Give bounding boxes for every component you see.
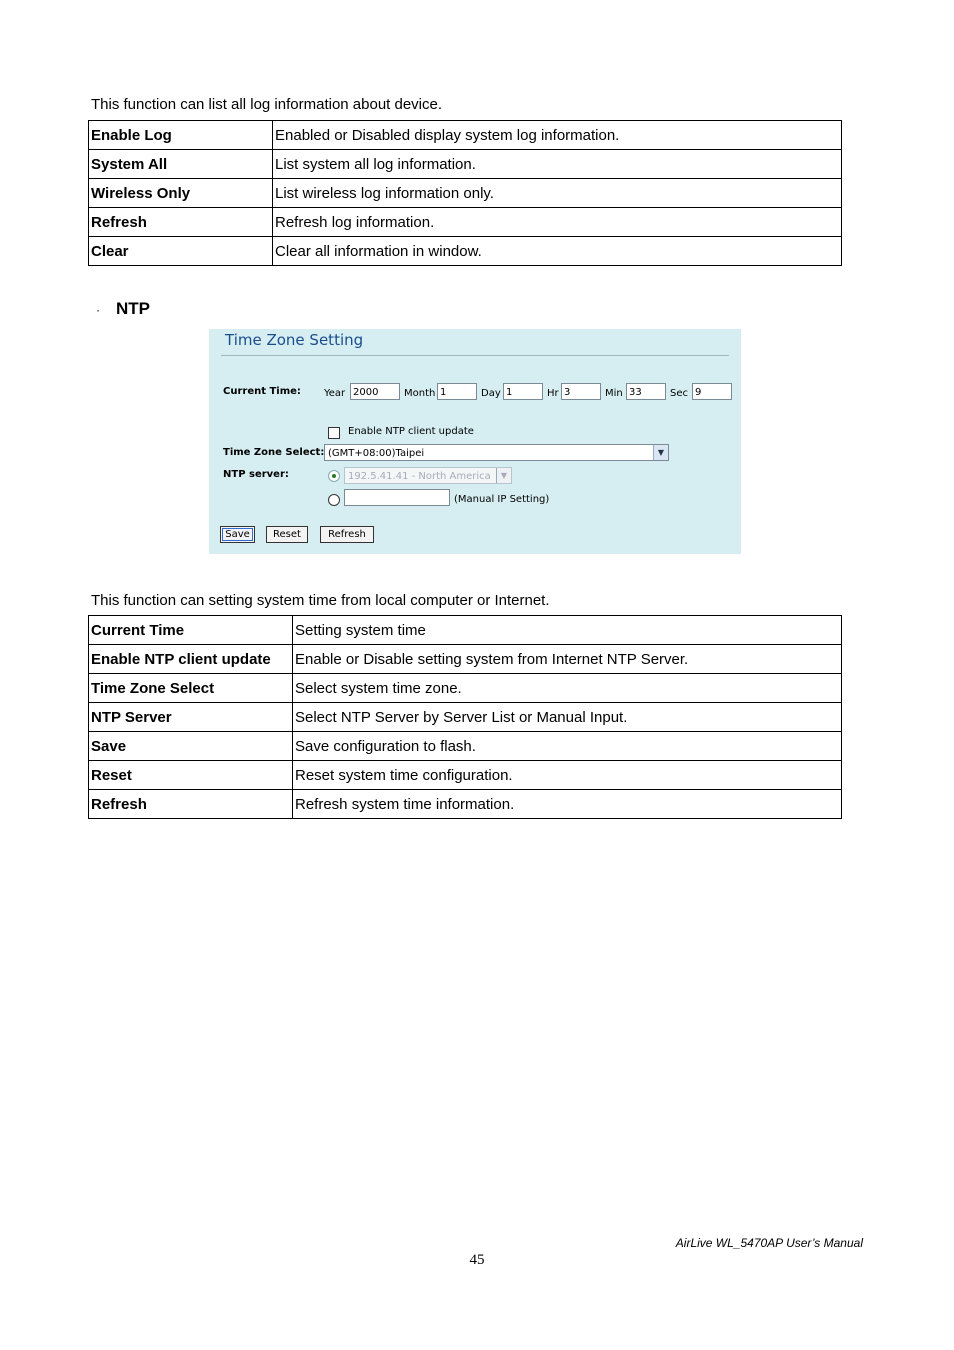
term-cell: NTP Server xyxy=(89,703,293,732)
minute-label: Min xyxy=(605,388,623,399)
bullet-marker: · xyxy=(96,302,100,317)
description-cell: Setting system time xyxy=(293,616,842,645)
table-row xyxy=(89,179,842,208)
term-cell: Time Zone Select xyxy=(89,674,293,703)
current-time-label: Current Time: xyxy=(223,386,301,397)
description-cell: Clear all information in window. xyxy=(273,237,842,266)
chevron-down-icon[interactable]: ▼ xyxy=(653,445,668,460)
table-row xyxy=(89,674,842,703)
table-row xyxy=(89,237,842,266)
ntp-server-value: 192.5.41.41 - North America xyxy=(348,471,491,482)
ntp-function-table xyxy=(88,615,842,819)
panel-title: Time Zone Setting xyxy=(225,331,364,349)
description-cell: Save configuration to flash. xyxy=(293,732,842,761)
chevron-down-icon[interactable]: ▼ xyxy=(496,468,511,483)
manual-ip-radio[interactable] xyxy=(328,494,340,506)
day-label: Day xyxy=(481,388,501,399)
ntp-server-list-radio[interactable] xyxy=(328,470,340,482)
month-input[interactable]: 1 xyxy=(437,383,477,400)
term-cell: Refresh xyxy=(89,790,293,819)
hour-label: Hr xyxy=(547,388,559,399)
description-cell: List system all log information. xyxy=(273,150,842,179)
term-cell: Reset xyxy=(89,761,293,790)
title-divider xyxy=(221,355,729,356)
description-cell: Reset system time configuration. xyxy=(293,761,842,790)
term-cell: Enable Log xyxy=(89,121,273,150)
second-input[interactable]: 9 xyxy=(692,383,732,400)
table-row xyxy=(89,761,842,790)
table-row xyxy=(89,150,842,179)
ntp-heading-label: NTP xyxy=(116,299,150,318)
term-cell: Enable NTP client update xyxy=(89,645,293,674)
description-cell: Enable or Disable setting system from Internet NTP Server. xyxy=(293,645,842,674)
minute-input[interactable]: 33 xyxy=(626,383,666,400)
time-zone-setting-panel xyxy=(209,329,741,554)
log-function-table xyxy=(88,120,842,266)
description-cell: Select NTP Server by Server List or Manual Input. xyxy=(293,703,842,732)
hour-input[interactable]: 3 xyxy=(561,383,601,400)
month-label: Month xyxy=(404,388,436,399)
enable-ntp-checkbox[interactable] xyxy=(328,427,340,439)
manual-ip-input[interactable] xyxy=(344,489,450,506)
manual-title: AirLive WL_5470AP User’s Manual xyxy=(675,1236,863,1250)
ntp-intro-text: This function can setting system time from local computer or Internet. xyxy=(91,592,550,609)
table-row xyxy=(89,121,842,150)
description-cell: List wireless log information only. xyxy=(273,179,842,208)
description-cell: Select system time zone. xyxy=(293,674,842,703)
year-label: Year xyxy=(324,388,346,399)
ntp-section-heading xyxy=(96,299,150,319)
page-number: 45 xyxy=(469,1252,485,1268)
term-cell: Current Time xyxy=(89,616,293,645)
description-cell: Enabled or Disabled display system log information. xyxy=(273,121,842,150)
refresh-button[interactable]: Refresh xyxy=(320,526,374,543)
term-cell: Refresh xyxy=(89,208,273,237)
term-cell: System All xyxy=(89,150,273,179)
table-row xyxy=(89,732,842,761)
table-row xyxy=(89,616,842,645)
reset-button[interactable]: Reset xyxy=(266,526,308,543)
term-cell: Wireless Only xyxy=(89,179,273,208)
second-label: Sec xyxy=(670,388,688,399)
day-input[interactable]: 1 xyxy=(503,383,543,400)
term-cell: Clear xyxy=(89,237,273,266)
ntp-server-label: NTP server: xyxy=(223,469,289,480)
description-cell: Refresh log information. xyxy=(273,208,842,237)
time-zone-select[interactable] xyxy=(324,444,669,461)
table-row xyxy=(89,208,842,237)
year-input[interactable]: 2000 xyxy=(350,383,400,400)
term-cell: Save xyxy=(89,732,293,761)
enable-ntp-label: Enable NTP client update xyxy=(348,426,474,437)
save-button[interactable]: Save xyxy=(220,526,255,543)
ntp-server-select[interactable] xyxy=(344,467,512,484)
table-row xyxy=(89,703,842,732)
table-row xyxy=(89,645,842,674)
manual-ip-label: (Manual IP Setting) xyxy=(454,494,550,505)
time-zone-select-label: Time Zone Select: xyxy=(223,447,325,458)
time-zone-value: (GMT+08:00)Taipei xyxy=(328,448,425,459)
description-cell: Refresh system time information. xyxy=(293,790,842,819)
table-row xyxy=(89,790,842,819)
log-intro-text: This function can list all log information about device. xyxy=(91,96,443,113)
